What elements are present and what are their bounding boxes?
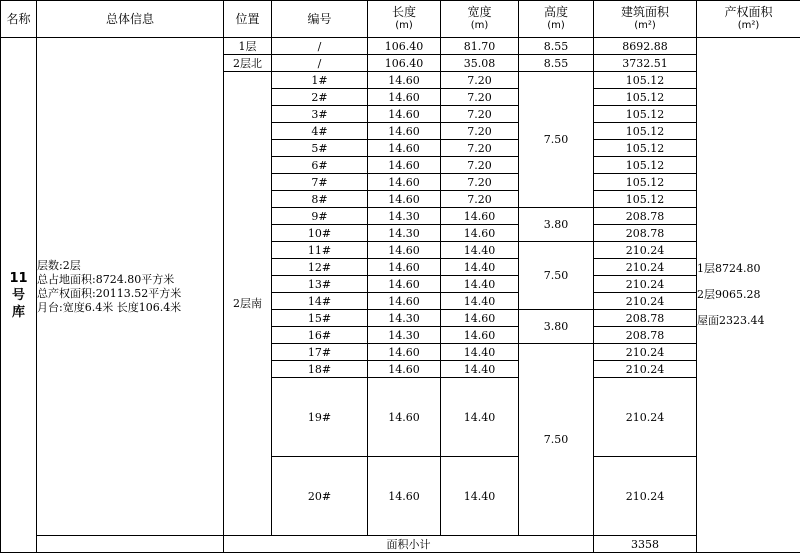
length-cell: 14.60 [368, 344, 441, 361]
length-cell: 14.60 [368, 242, 441, 259]
header-width: 宽度 (m) [441, 1, 519, 38]
number-cell: 11# [272, 242, 368, 259]
height-cell: 8.55 [519, 55, 594, 72]
header-name: 名称 [1, 1, 37, 38]
table-row [1, 38, 800, 55]
width-cell: 14.40 [441, 293, 519, 310]
length-cell: 14.30 [368, 225, 441, 242]
warehouse-info-cell [37, 38, 224, 536]
length-cell: 14.60 [368, 106, 441, 123]
height-cell: 8.55 [519, 38, 594, 55]
length-cell: 14.30 [368, 208, 441, 225]
width-cell: 7.20 [441, 157, 519, 174]
build-area-cell: 8692.88 [594, 38, 697, 55]
length-cell: 14.60 [368, 378, 441, 457]
width-cell: 35.08 [441, 55, 519, 72]
width-cell: 14.40 [441, 378, 519, 457]
number-cell: 4# [272, 123, 368, 140]
info-line: 总占地面积:8724.80平方米 [37, 272, 175, 286]
build-area-cell: 105.12 [594, 72, 697, 89]
warehouse-name-line: 11 [9, 270, 28, 286]
build-area-cell: 105.12 [594, 191, 697, 208]
build-area-cell: 210.24 [594, 457, 697, 536]
number-cell: 2# [272, 89, 368, 106]
prop-line: 屋面2323.44 [697, 314, 765, 327]
number-cell: 5# [272, 140, 368, 157]
number-cell: 12# [272, 259, 368, 276]
width-cell: 14.40 [441, 457, 519, 536]
width-cell: 14.60 [441, 208, 519, 225]
width-cell: 7.20 [441, 174, 519, 191]
build-area-cell: 105.12 [594, 123, 697, 140]
header-length: 长度 (m) [368, 1, 441, 38]
header-build-area: 建筑面积 (m²) [594, 1, 697, 38]
length-cell: 14.60 [368, 361, 441, 378]
number-cell: 14# [272, 293, 368, 310]
build-area-cell: 210.24 [594, 344, 697, 361]
prop-line: 2层9065.28 [697, 288, 761, 301]
prop-area-cell [697, 38, 800, 553]
length-cell: 14.60 [368, 157, 441, 174]
length-cell: 14.60 [368, 174, 441, 191]
length-cell: 106.40 [368, 38, 441, 55]
header-height: 高度 (m) [519, 1, 594, 38]
subtotal-spacer [37, 536, 224, 553]
height-cell: 7.50 [519, 344, 594, 536]
header-position: 位置 [224, 1, 272, 38]
position-cell: 1层 [224, 38, 272, 55]
warehouse-name-line: 号 [11, 287, 25, 303]
number-cell: / [272, 55, 368, 72]
length-cell: 14.60 [368, 457, 441, 536]
build-area-cell: 210.24 [594, 361, 697, 378]
prop-line: 1层8724.80 [697, 262, 761, 275]
info-line: 总产权面积:20113.52平方米 [37, 286, 182, 300]
build-area-cell: 105.12 [594, 140, 697, 157]
length-cell: 14.60 [368, 259, 441, 276]
build-area-cell: 210.24 [594, 242, 697, 259]
width-cell: 14.60 [441, 225, 519, 242]
width-cell: 7.20 [441, 123, 519, 140]
width-cell: 14.60 [441, 327, 519, 344]
length-cell: 14.60 [368, 140, 441, 157]
height-cell: 3.80 [519, 310, 594, 344]
height-cell: 7.50 [519, 242, 594, 310]
width-cell: 7.20 [441, 89, 519, 106]
width-cell: 7.20 [441, 191, 519, 208]
width-cell: 14.40 [441, 242, 519, 259]
width-cell: 14.60 [441, 310, 519, 327]
number-cell: 18# [272, 361, 368, 378]
info-line: 层数:2层 [37, 258, 81, 272]
number-cell: 13# [272, 276, 368, 293]
warehouse-name-cell [1, 38, 37, 553]
build-area-cell: 210.24 [594, 259, 697, 276]
header-prop-area: 产权面积 (m²) [697, 1, 800, 38]
subtotal-value: 3358 [594, 536, 697, 553]
build-area-cell: 208.78 [594, 327, 697, 344]
number-cell: 8# [272, 191, 368, 208]
info-line: 月台:宽度6.4米 长度106.4米 [37, 300, 182, 314]
length-cell: 14.30 [368, 310, 441, 327]
build-area-cell: 208.78 [594, 208, 697, 225]
subtotal-row [1, 536, 800, 553]
warehouse-name-line: 库 [11, 304, 25, 320]
width-cell: 7.20 [441, 106, 519, 123]
height-cell: 3.80 [519, 208, 594, 242]
number-cell: 15# [272, 310, 368, 327]
height-cell: 7.50 [519, 72, 594, 208]
header-info: 总体信息 [37, 1, 224, 38]
header-row [1, 1, 800, 38]
length-cell: 14.60 [368, 293, 441, 310]
length-cell: 14.30 [368, 327, 441, 344]
width-cell: 7.20 [441, 140, 519, 157]
subtotal-label: 面积小计 [224, 536, 594, 553]
build-area-cell: 105.12 [594, 157, 697, 174]
build-area-cell: 105.12 [594, 174, 697, 191]
build-area-cell: 210.24 [594, 378, 697, 457]
length-cell: 14.60 [368, 276, 441, 293]
build-area-cell: 208.78 [594, 310, 697, 327]
width-cell: 14.40 [441, 259, 519, 276]
width-cell: 14.40 [441, 344, 519, 361]
number-cell: 20# [272, 457, 368, 536]
number-cell: 3# [272, 106, 368, 123]
length-cell: 14.60 [368, 123, 441, 140]
number-cell: 19# [272, 378, 368, 457]
width-cell: 14.40 [441, 361, 519, 378]
length-cell: 14.60 [368, 191, 441, 208]
width-cell: 7.20 [441, 72, 519, 89]
number-cell: 16# [272, 327, 368, 344]
number-cell: 17# [272, 344, 368, 361]
length-cell: 106.40 [368, 55, 441, 72]
number-cell: 7# [272, 174, 368, 191]
build-area-cell: 208.78 [594, 225, 697, 242]
number-cell: 10# [272, 225, 368, 242]
number-cell: / [272, 38, 368, 55]
width-cell: 81.70 [441, 38, 519, 55]
width-cell: 14.40 [441, 276, 519, 293]
build-area-cell: 105.12 [594, 89, 697, 106]
number-cell: 9# [272, 208, 368, 225]
build-area-cell: 210.24 [594, 276, 697, 293]
build-area-cell: 105.12 [594, 106, 697, 123]
length-cell: 14.60 [368, 89, 441, 106]
warehouse-name [1, 270, 36, 321]
header-number: 编号 [272, 1, 368, 38]
number-cell: 6# [272, 157, 368, 174]
position-cell: 2层南 [224, 72, 272, 536]
build-area-cell: 3732.51 [594, 55, 697, 72]
length-cell: 14.60 [368, 72, 441, 89]
number-cell: 1# [272, 72, 368, 89]
build-area-cell: 210.24 [594, 293, 697, 310]
position-cell: 2层北 [224, 55, 272, 72]
